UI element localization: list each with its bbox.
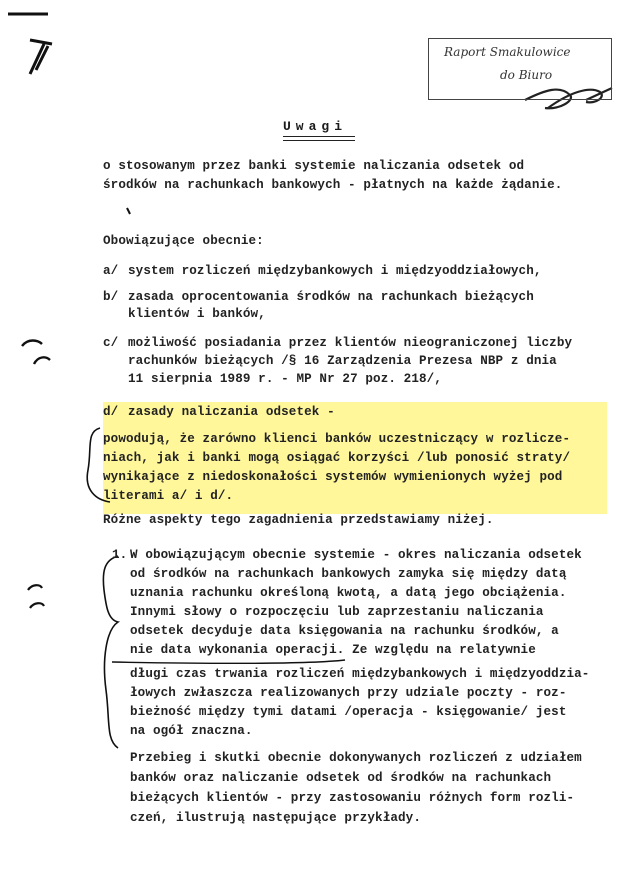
margin-tick-1 [22, 341, 42, 347]
closing-line-4: czeń, ilustrują następujące przykłady. [130, 811, 421, 825]
item-b-line-1: zasada oprocentowania środków na rachunkach bieżących [128, 290, 534, 304]
point1-line-8: łowych zwłaszcza realizowanych przy udziale poczty - roz- [130, 686, 567, 700]
handwritten-note-line2: do Biuro [500, 68, 553, 82]
item-b-line-2: klientów i banków, [128, 307, 266, 321]
consequence-line-4: literami a/ i d/. [103, 489, 234, 503]
bracket-point1 [103, 556, 118, 748]
section-heading: Obowiązujące obecnie: [103, 234, 264, 248]
point1-line-5: odsetek decyduje data księgowania na rachunku środków, a [130, 624, 559, 638]
item-c-line-3: 11 sierpnia 1989 r. - MP Nr 27 poz. 218/, [128, 372, 442, 386]
consequence-line-2: niach, jak i banki mogą osiągać korzyści /lub ponosić straty/ [103, 451, 571, 465]
closing-line-3: bieżących klientów - przy zastosowaniu różnych form rozli- [130, 791, 575, 805]
point1-line-6: nie data wykonania operacji. Ze względu na relatywnie [130, 643, 536, 657]
margin-tick-3 [28, 585, 42, 590]
margin-tick-4 [30, 603, 44, 608]
subtitle-line-1: o stosowanym przez banki systemie naliczania odsetek od [103, 159, 525, 173]
item-label-c: c/ [103, 336, 119, 350]
point1-number: 1. [112, 548, 128, 562]
closing-line-1: Przebieg i skutki obecnie dokonywanych rozliczeń z udziałem [130, 751, 582, 765]
item-d-line-1: zasady naliczania odsetek - [128, 405, 335, 419]
subtitle-line-2: środków na rachunkach bankowych - płatnych na każde żądanie. [103, 178, 563, 192]
point1-line-2: od środków na rachunkach bankowych zamyka się między datą [130, 567, 567, 581]
item-label-a: a/ [103, 264, 119, 278]
item-c-line-2: rachunków bieżących /§ 16 Zarządzenia Prezesa NBP z dnia [128, 354, 557, 368]
item-label-d: d/ [103, 405, 119, 419]
consequence-line-3: wynikające z niedoskonałości systemów wymienionych wyżej pod [103, 470, 563, 484]
closing-line-2: banków oraz naliczanie odsetek od środków na rachunkach [130, 771, 552, 785]
point1-line-9: bieżność między tymi datami /operacja - księgowanie/ jest [130, 705, 567, 719]
small-stroke [127, 208, 130, 214]
margin-corner-mark [8, 14, 52, 74]
margin-tick-2 [34, 357, 50, 364]
title-underline [283, 136, 355, 141]
underline-note [112, 660, 345, 663]
document-title: Uwagi [283, 119, 348, 134]
consequence-line-1: powodują, że zarówno klienci banków uczestniczący w rozlicze- [103, 432, 571, 446]
point1-line-3: uznania rachunku określoną kwotą, a datą jego obciążenia. [130, 586, 567, 600]
point1-line-1: W obowiązującym obecnie systemie - okres naliczania odsetek [130, 548, 582, 562]
item-a-line-1: system rozliczeń międzybankowych i międzyoddziałowych, [128, 264, 542, 278]
point1-line-10: na ogół znaczna. [130, 724, 253, 738]
point1-line-7: długi czas trwania rozliczeń międzybankowych i międzyoddzia- [130, 667, 590, 681]
item-c-line-1: możliwość posiadania przez klientów nieograniczonej liczby [128, 336, 573, 350]
point1-line-4: Innymi słowy o rozpoczęciu lub zaprzestaniu naliczania [130, 605, 544, 619]
item-label-b: b/ [103, 290, 119, 304]
handwritten-note-line1: Raport Smakulowice [444, 45, 571, 59]
aspects-line: Różne aspekty tego zagadnienia przedstawiamy niżej. [103, 513, 494, 527]
